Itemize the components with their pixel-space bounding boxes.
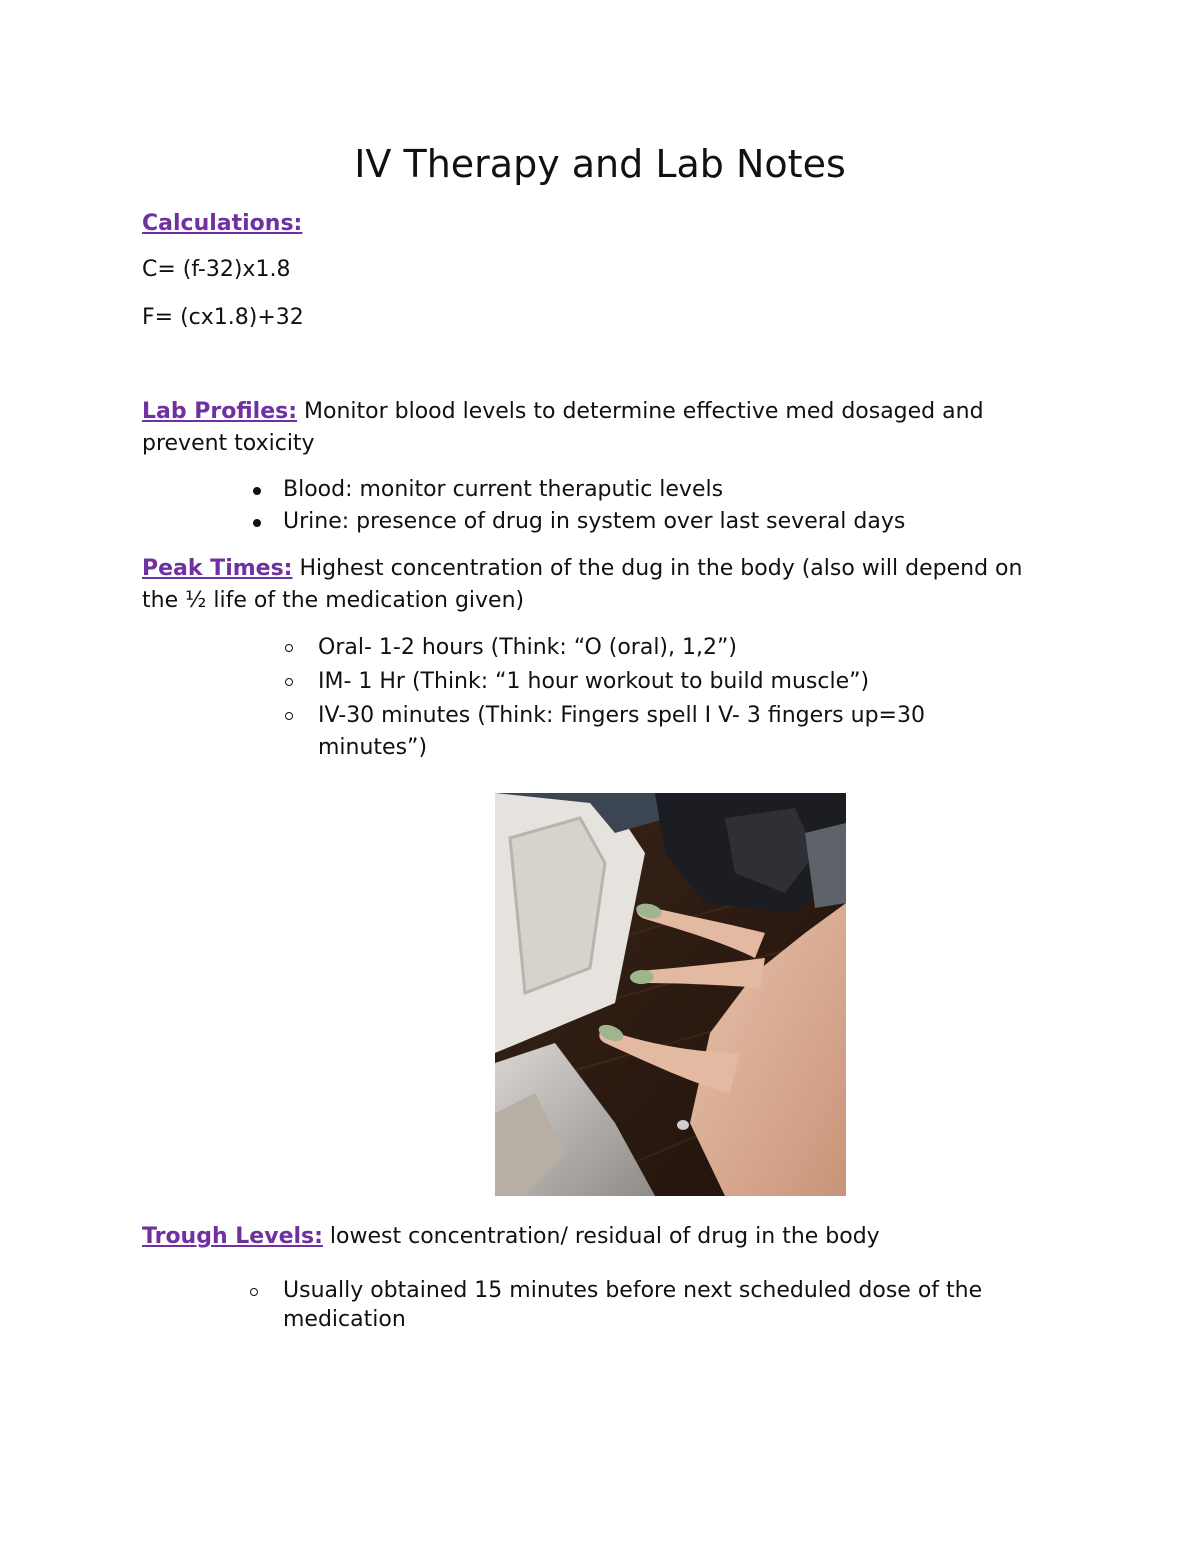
peak-times-heading: Peak Times:	[142, 556, 293, 581]
calculations-heading: Calculations:	[142, 211, 303, 236]
fahrenheit-formula: F= (cx1.8)+32	[142, 305, 304, 330]
bullet-circle-icon	[250, 1288, 258, 1296]
trough-levels-heading: Trough Levels:	[142, 1224, 323, 1249]
lab-profiles-list	[283, 474, 1063, 538]
bullet-circle-icon	[285, 644, 293, 652]
list-item: Oral- 1-2 hours (Think: “O (oral), 1,2”)	[318, 632, 998, 664]
lab-profiles-heading: Lab Profiles:	[142, 399, 298, 424]
calculations-heading-line	[142, 208, 1062, 240]
trough-levels-text: lowest concentration/ residual of drug in the body	[322, 1224, 880, 1249]
peak-times-paragraph	[142, 553, 1062, 617]
lab-profiles-paragraph	[142, 396, 1062, 460]
bullet-circle-icon	[285, 712, 293, 720]
list-item: Blood: monitor current theraputic levels	[283, 474, 1063, 506]
trough-levels-paragraph	[142, 1221, 1062, 1253]
peak-times-list	[318, 632, 998, 764]
page-title: IV Therapy and Lab Notes	[354, 142, 846, 186]
trough-levels-list	[283, 1276, 1053, 1334]
list-item: IM- 1 Hr (Think: “1 hour workout to build muscle”)	[318, 666, 998, 698]
list-item: Urine: presence of drug in system over last several days	[283, 506, 1063, 538]
peak-times-text: Highest concentration of the dug in the body (also will depend on the ½ life of the medication given)	[142, 556, 1023, 613]
lab-profiles-text: Monitor blood levels to determine effective med dosaged and prevent toxicity	[142, 399, 984, 456]
celsius-formula: C= (f-32)x1.8	[142, 257, 291, 282]
hand-fingers-photo	[495, 793, 846, 1196]
bullet-disc-icon	[253, 487, 261, 495]
bullet-disc-icon	[253, 519, 261, 527]
bullet-circle-icon	[285, 678, 293, 686]
list-item: Usually obtained 15 minutes before next scheduled dose of the medication	[283, 1276, 1053, 1334]
list-item: IV-30 minutes (Think: Fingers spell I V- 3 fingers up=30 minutes”)	[318, 700, 998, 764]
